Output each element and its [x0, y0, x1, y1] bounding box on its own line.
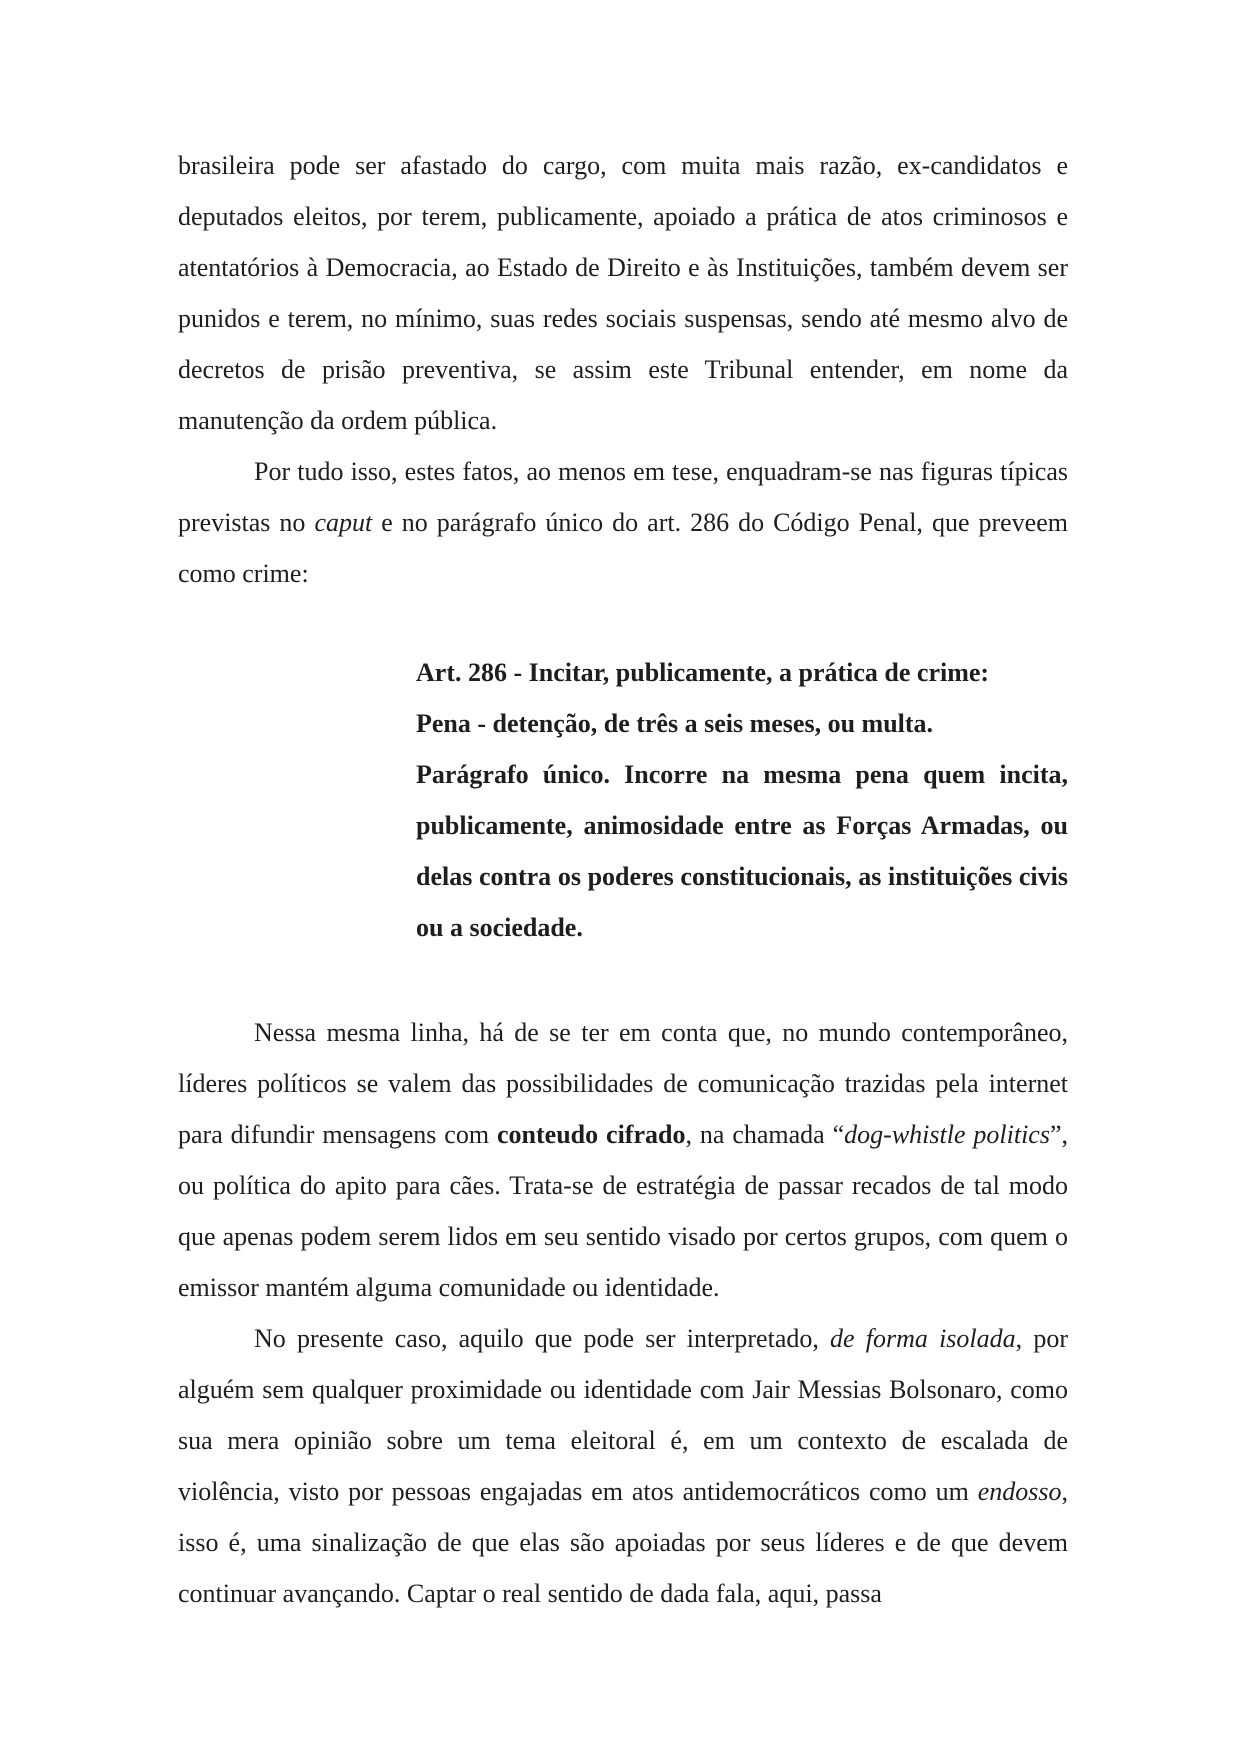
- endosso-italic: endosso: [977, 1477, 1062, 1506]
- text-block-top: [178, 140, 1068, 599]
- quote-paragraph-unico: Parágrafo único. Incorre na mesma pena quem incita, publicamente, animosidade entre as Forças Armadas, ou delas contra os poderes constitucionais, as instituições civis ou a sociedade.: [416, 760, 1068, 942]
- text-block-bottom: [178, 1007, 1068, 1619]
- paragraph-1: [178, 140, 1068, 446]
- conteudo-cifrado-bold: conteudo cifrado: [497, 1120, 686, 1149]
- paragraph-2: [178, 446, 1068, 599]
- quote-article-line: Art. 286 - Incitar, publicamente, a prática de crime:: [416, 658, 990, 687]
- paragraph-4: [178, 1313, 1068, 1619]
- quote-penalty-line: Pena - detenção, de três a seis meses, ou multa.: [416, 709, 934, 738]
- paragraph-1-text: brasileira pode ser afastado do cargo, com muita mais razão, ex-candidatos e deputados eleitos, por terem, publicamente, apoiado a prática de atos criminosos e atentatórios à Democracia, ao Estado de Direito e às Instituições, também devem ser punidos e terem, no mínimo, suas redes sociais suspensas, sendo até mesmo alvo de decretos de prisão preventiva, se assim este Tribunal entender, em nome da manutenção da ordem pública.: [178, 151, 1068, 435]
- paragraph-4-text-c: , isso é, uma sinalização de que elas são apoiadas por seus líderes e de que devem continuar avançando. Captar o real sentido de dada fala, aqui, passa: [178, 1477, 1068, 1608]
- paragraph-3-text-c: ”, ou política do apito para cães. Trata-se de estratégia de passar recados de tal modo que apenas podem serem lidos em seu sentido visado por certos grupos, com quem o emissor mantém alguma comunidade ou identidade.: [178, 1120, 1068, 1302]
- paragraph-2-text-a: Por tudo isso, estes fatos, ao menos em tese, enquadram-se nas figuras típicas previstas no: [178, 457, 1068, 537]
- paragraph-2-text-b: e no parágrafo único do art. 286 do Código Penal, que preveem como crime:: [178, 508, 1068, 588]
- paragraph-4-text-b: , por alguém sem qualquer proximidade ou identidade com Jair Messias Bolsonaro, como sua mera opinião sobre um tema eleitoral é, em um contexto de escalada de violência, visto por pessoas engajadas em atos antidemocráticos como um: [178, 1324, 1068, 1506]
- paragraph-3-text-b: , na chamada “: [685, 1120, 845, 1149]
- legal-quote-block: [416, 647, 1068, 953]
- de-forma-isolada-italic: de forma isolada: [830, 1324, 1016, 1353]
- caput-italic-term: caput: [314, 508, 373, 537]
- paragraph-4-text-a: No presente caso, aquilo que pode ser interpretado,: [254, 1324, 831, 1353]
- paragraph-3-text-a: Nessa mesma linha, há de se ter em conta que, no mundo contemporâneo, líderes políticos se valem das possibilidades de comunicação trazidas pela internet para difundir mensagens com: [178, 1018, 1068, 1149]
- paragraph-3: [178, 1007, 1068, 1313]
- dog-whistle-italic-term: dog-whistle politics: [844, 1120, 1050, 1149]
